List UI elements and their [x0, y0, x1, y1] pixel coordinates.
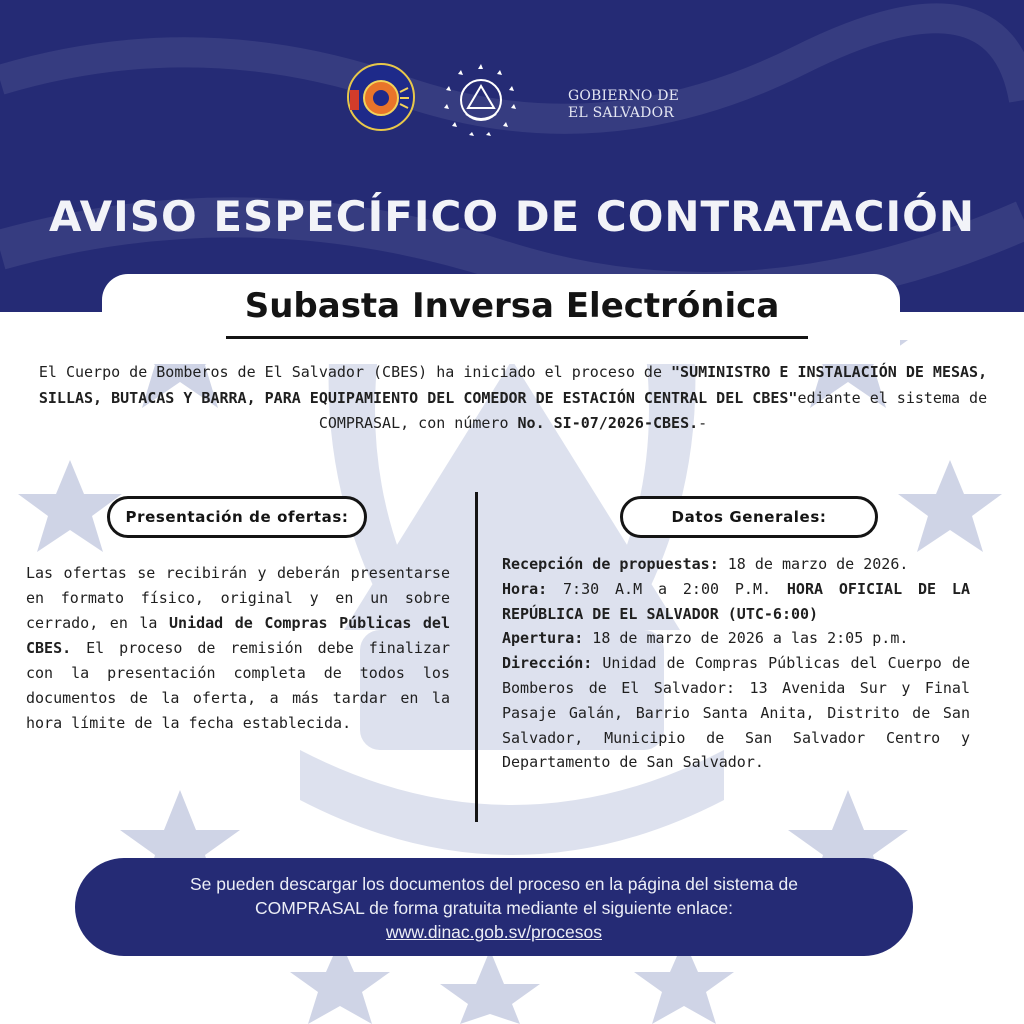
subtitle: Subasta Inversa Electrónica	[244, 286, 780, 326]
hora-row	[502, 577, 970, 627]
datos-generales-text	[502, 552, 970, 775]
direccion-value: Unidad de Compras Públicas del Cuerpo de Bomberos de El Salvador: 13 Avenida Sur y Final Pasaje Galán, Barrio Santa Anita, Distrito de San Salvador, Municipio de San Salvador Centro y Departamento de San Salvador.	[502, 654, 970, 772]
left-text-2: El proceso de remisión debe finalizar con la presentación completa de todos los documentos de la oferta, a más tardar en la hora límite de la fecha establecida.	[26, 639, 450, 732]
intro-bold-1: "SUMINISTRO E INSTALACIÓN DE MESAS, SILLAS, BUTACAS Y BARRA, PARA EQUIPAMIENTO DEL COMEDOR DE ESTACIÓN CENTRAL DEL CBES"	[38, 363, 988, 407]
subtitle-underline	[226, 336, 808, 339]
intro-paragraph	[28, 360, 998, 437]
column-divider	[475, 492, 478, 822]
apertura-row	[502, 626, 970, 651]
header-banner	[0, 0, 1024, 312]
bomberos-logo-icon	[346, 62, 416, 132]
recepcion-label: Recepción de propuestas:	[502, 555, 719, 573]
direccion-label: Dirección:	[502, 654, 593, 673]
apertura-label: Apertura:	[502, 629, 584, 648]
datos-heading: Datos Generales:	[620, 496, 878, 538]
gobierno-logo-text	[568, 88, 679, 122]
presentacion-heading: Presentación de ofertas:	[107, 496, 367, 538]
intro-bold-2: No. SI-07/2026-CBES.	[517, 414, 699, 432]
intro-text-1: El Cuerpo de Bomberos de El Salvador (CBES) ha iniciado el proceso de	[38, 363, 672, 381]
left-text-1: Las ofertas se recibirán y deberán presentarse en formato físico, original y en un sobre cerrado, en la	[26, 564, 450, 632]
direccion-row	[502, 651, 970, 775]
footer-line-2: COMPRASAL de forma gratuita mediante el siguiente enlace:	[255, 898, 733, 918]
hora-value: 7:30 A.M a 2:00 P.M.	[547, 579, 787, 598]
header-texture	[0, 0, 1024, 312]
page-title: AVISO ESPECÍFICO DE CONTRATACIÓN	[49, 192, 975, 241]
escudo-nacional-icon	[444, 62, 518, 136]
footer-banner	[75, 858, 913, 956]
intro-text-2: ediante el sistema de COMPRASAL, con número	[318, 388, 988, 432]
intro-text-3: -	[698, 414, 708, 432]
gobierno-line-1: GOBIERNO DE	[568, 88, 680, 104]
hora-label: Hora:	[502, 579, 548, 598]
hora-oficial: HORA OFICIAL DE LA REPÚBLICA DE EL SALVADOR (UTC-6:00)	[502, 579, 970, 623]
logos-row	[0, 62, 1024, 136]
procesos-link[interactable]: www.dinac.gob.sv/procesos	[386, 922, 602, 942]
left-bold: Unidad de Compras Públicas del CBES.	[26, 614, 450, 657]
recepcion-row	[502, 552, 970, 577]
apertura-value: 18 de marzo de 2026 a las 2:05 p.m.	[583, 629, 909, 648]
footer-line-1: Se pueden descargar los documentos del proceso en la página del sistema de	[189, 874, 799, 894]
gobierno-line-2: EL SALVADOR	[568, 105, 675, 121]
recepcion-value: 18 de marzo de 2026.	[718, 555, 909, 573]
presentacion-text	[26, 561, 450, 736]
